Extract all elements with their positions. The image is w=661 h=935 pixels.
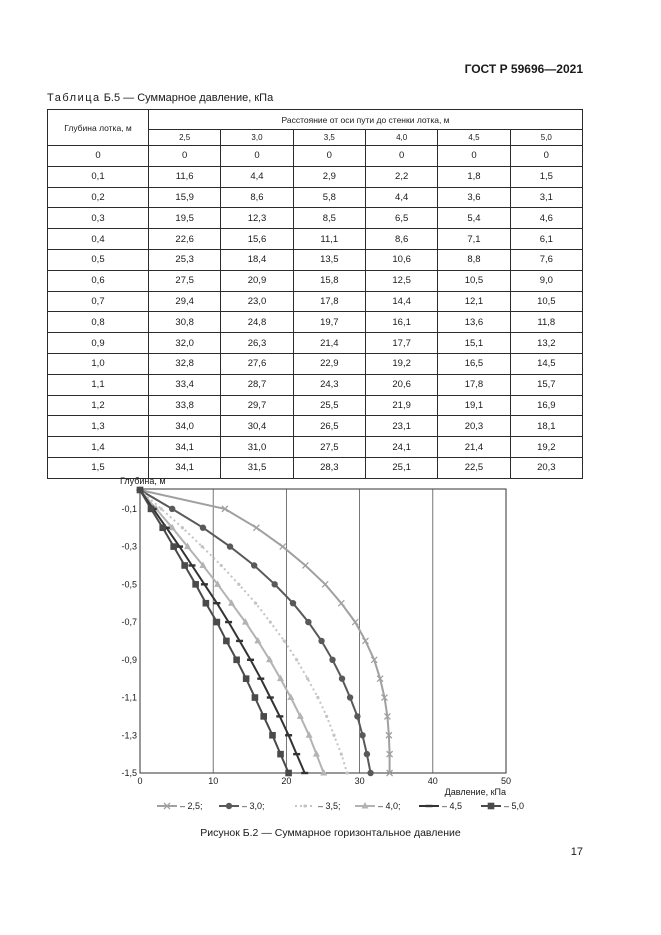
data-point — [332, 734, 335, 737]
data-point — [237, 583, 240, 586]
data-point — [169, 524, 176, 531]
column-header: 2,5 — [149, 130, 221, 146]
data-point — [318, 638, 324, 644]
table-row — [48, 270, 583, 291]
y-tick-label: -1,1 — [121, 692, 137, 703]
table-row — [48, 374, 583, 395]
pressure-cell: 16,1 — [365, 312, 437, 333]
data-point — [354, 713, 360, 719]
data-point — [267, 696, 274, 698]
pressure-cell: 12,5 — [365, 270, 437, 291]
table-row — [48, 416, 583, 437]
table-row — [48, 187, 583, 208]
data-point — [169, 506, 175, 512]
pressure-cell: 10,6 — [365, 249, 437, 270]
pressure-cell: 8,6 — [221, 187, 293, 208]
pressure-cell: 11,1 — [293, 229, 365, 250]
table-row — [48, 457, 583, 478]
table-row — [48, 333, 583, 354]
data-point — [276, 715, 283, 717]
depth-cell: 0,9 — [48, 333, 149, 354]
pressure-cell: 24,3 — [293, 374, 365, 395]
data-point — [138, 488, 141, 491]
pressure-cell: 34,0 — [149, 416, 221, 437]
depth-cell: 0,3 — [48, 208, 149, 229]
pressure-cell: 19,5 — [149, 208, 221, 229]
standard-designation: ГОСТ Р 59696—2021 — [464, 62, 583, 76]
legend-marker — [426, 805, 433, 807]
series-line-1 — [140, 490, 390, 773]
pressure-cell: 4,6 — [510, 208, 582, 229]
pressure-cell: 28,7 — [221, 374, 293, 395]
legend-label: – 2,5; — [180, 801, 203, 811]
pressure-cell: 17,7 — [365, 333, 437, 354]
pressure-cell: 24,8 — [221, 312, 293, 333]
data-point — [236, 640, 243, 642]
pressure-cell: 16,9 — [510, 395, 582, 416]
data-point — [137, 487, 143, 493]
pressure-cell: 3,1 — [510, 187, 582, 208]
data-point — [137, 489, 144, 491]
data-point — [260, 713, 267, 720]
pressure-cell: 15,1 — [438, 333, 510, 354]
pressure-cell: 25,1 — [365, 457, 437, 478]
data-point — [338, 600, 344, 606]
data-point — [302, 562, 308, 568]
table-row — [48, 437, 583, 458]
pressure-cell: 34,1 — [149, 457, 221, 478]
data-point — [347, 694, 353, 700]
data-point — [150, 508, 157, 510]
pressure-cell: 19,7 — [293, 312, 365, 333]
data-point — [159, 524, 166, 531]
pressure-cell: 2,9 — [293, 166, 365, 187]
data-point — [223, 638, 230, 645]
data-point — [339, 675, 345, 681]
pressure-cell: 19,1 — [438, 395, 510, 416]
data-point — [352, 619, 358, 625]
pressure-cell: 11,6 — [149, 166, 221, 187]
legend-label: – 3,0; — [242, 801, 265, 811]
data-point — [214, 580, 221, 587]
data-point — [386, 732, 392, 738]
pressure-cell: 30,8 — [149, 312, 221, 333]
depth-cell: 0,5 — [48, 249, 149, 270]
pressure-cell: 8,5 — [293, 208, 365, 229]
data-point — [153, 505, 160, 512]
data-point — [377, 676, 383, 682]
pressure-cell: 16,5 — [438, 353, 510, 374]
pressure-cell: 5,4 — [438, 208, 510, 229]
table-row — [48, 353, 583, 374]
data-point — [306, 677, 309, 680]
data-point — [305, 619, 311, 625]
pressure-cell: 12,3 — [221, 208, 293, 229]
data-point — [293, 753, 300, 755]
legend-label: – 5,0 — [504, 801, 525, 811]
pressure-cell: 29,4 — [149, 291, 221, 312]
pressure-cell: 10,5 — [510, 291, 582, 312]
data-point — [253, 525, 259, 531]
column-header: 3,5 — [293, 130, 365, 146]
data-point — [176, 545, 183, 547]
pressure-cell: 26,5 — [293, 416, 365, 437]
pressure-cell: 0 — [221, 146, 293, 167]
pressure-cell: 20,3 — [438, 416, 510, 437]
pressure-cell: 1,8 — [438, 166, 510, 187]
pressure-cell: 20,9 — [221, 270, 293, 291]
x-tick-label: 20 — [281, 776, 292, 786]
pressure-cell: 0 — [510, 146, 582, 167]
legend-marker — [164, 803, 170, 809]
data-point — [199, 561, 206, 568]
table-caption — [47, 92, 273, 104]
data-point — [297, 712, 304, 719]
data-point — [316, 696, 319, 699]
pressure-cell: 23,1 — [365, 416, 437, 437]
pressure-cell: 22,9 — [293, 353, 365, 374]
pressure-cell: 14,4 — [365, 291, 437, 312]
table-row — [48, 229, 583, 250]
column-header: 4,5 — [438, 130, 510, 146]
y-tick-label: -0,9 — [121, 654, 137, 665]
data-point — [346, 771, 349, 774]
pressure-cell: 17,8 — [293, 291, 365, 312]
legend-marker — [303, 804, 306, 807]
data-point — [243, 675, 250, 682]
pressure-cell: 27,6 — [221, 353, 293, 374]
data-point — [340, 753, 343, 756]
data-point — [367, 770, 373, 776]
data-point — [160, 507, 163, 510]
pressure-cell: 10,5 — [438, 270, 510, 291]
data-point — [203, 600, 210, 607]
pressure-cell: 4,4 — [365, 187, 437, 208]
depth-cell: 1,5 — [48, 457, 149, 478]
pressure-cell: 5,8 — [293, 187, 365, 208]
data-point — [254, 637, 261, 644]
pressure-cell: 26,3 — [221, 333, 293, 354]
data-point — [242, 618, 249, 625]
depth-cell: 1,4 — [48, 437, 149, 458]
data-point — [200, 525, 206, 531]
pressure-cell: 8,6 — [365, 229, 437, 250]
data-point — [233, 657, 240, 664]
data-point — [295, 658, 298, 661]
depth-cell: 1,1 — [48, 374, 149, 395]
depth-cell: 1,3 — [48, 416, 149, 437]
pressure-cell: 23,0 — [221, 291, 293, 312]
data-point — [285, 734, 292, 736]
table-row — [48, 208, 583, 229]
data-point — [359, 732, 365, 738]
data-point — [283, 639, 286, 642]
pressure-cell: 24,1 — [365, 437, 437, 458]
data-point — [387, 751, 393, 757]
data-point — [201, 583, 208, 585]
table-row — [48, 312, 583, 333]
data-point — [220, 564, 223, 567]
plot-frame — [140, 489, 506, 773]
pressure-cell: 28,3 — [293, 457, 365, 478]
data-point — [320, 769, 327, 776]
pressure-cell: 13,5 — [293, 249, 365, 270]
series-line-4 — [140, 490, 324, 773]
pressure-cell: 17,8 — [438, 374, 510, 395]
data-point — [192, 581, 199, 588]
data-point — [362, 638, 368, 644]
pressure-cell: 19,2 — [365, 353, 437, 374]
pressure-cell: 20,3 — [510, 457, 582, 478]
data-point — [227, 543, 233, 549]
pressure-cell: 21,4 — [438, 437, 510, 458]
y-axis-title: Глубина, м — [120, 476, 166, 486]
pressure-cell: 30,4 — [221, 416, 293, 437]
distance-header: Расстояние от оси пути до стенки лотка, м — [149, 110, 583, 130]
data-point — [252, 694, 259, 701]
data-point — [214, 619, 221, 626]
pressure-cell: 15,8 — [293, 270, 365, 291]
data-point — [329, 657, 335, 663]
pressure-cell: 20,6 — [365, 374, 437, 395]
pressure-cell: 25,3 — [149, 249, 221, 270]
pressure-cell: 2,2 — [365, 166, 437, 187]
pressure-cell: 29,7 — [221, 395, 293, 416]
data-point — [201, 545, 204, 548]
data-point — [222, 506, 228, 512]
data-point — [313, 750, 320, 757]
column-header: 5,0 — [510, 130, 582, 146]
pressure-cell: 21,4 — [293, 333, 365, 354]
column-header: 3,0 — [221, 130, 293, 146]
data-point — [381, 695, 387, 701]
y-tick-label: -1,5 — [121, 768, 137, 778]
pressure-cell: 33,4 — [149, 374, 221, 395]
data-point — [277, 675, 284, 682]
figure-caption: Рисунок Б.2 — Суммарное горизонтальное давление — [200, 827, 461, 839]
pressure-cell: 1,5 — [510, 166, 582, 187]
data-point — [287, 694, 294, 701]
pressure-cell: 18,1 — [510, 416, 582, 437]
data-point — [277, 751, 284, 758]
pressure-cell: 34,1 — [149, 437, 221, 458]
pressure-cell: 14,5 — [510, 353, 582, 374]
pressure-cell: 15,9 — [149, 187, 221, 208]
data-point — [280, 544, 286, 550]
table-row — [48, 146, 583, 167]
x-tick-label: 0 — [137, 776, 143, 786]
x-tick-label: 40 — [427, 776, 438, 786]
pressure-cell: 25,5 — [293, 395, 365, 416]
data-point — [285, 770, 292, 777]
pressure-cell: 9,0 — [510, 270, 582, 291]
pressure-cell: 22,5 — [438, 457, 510, 478]
data-point — [188, 564, 195, 566]
pressure-cell: 15,6 — [221, 229, 293, 250]
pressure-cell: 13,2 — [510, 333, 582, 354]
legend-marker — [488, 803, 495, 810]
pressure-cell: 31,5 — [221, 457, 293, 478]
depth-cell: 1,0 — [48, 353, 149, 374]
pressure-cell: 12,1 — [438, 291, 510, 312]
data-point — [322, 581, 328, 587]
pressure-cell: 0 — [438, 146, 510, 167]
pressure-cell: 15,7 — [510, 374, 582, 395]
pressure-cell: 0 — [149, 146, 221, 167]
data-point — [301, 772, 308, 774]
data-point — [137, 487, 144, 494]
depth-cell: 0,2 — [48, 187, 149, 208]
pressure-cell: 33,8 — [149, 395, 221, 416]
pressure-cell: 31,0 — [221, 437, 293, 458]
pressure-cell: 7,6 — [510, 249, 582, 270]
legend-label: – 4,0; — [378, 801, 401, 811]
data-point — [170, 543, 177, 550]
y-tick-label: -0,1 — [121, 503, 137, 514]
data-point — [181, 562, 188, 569]
series-line-2 — [140, 490, 371, 773]
data-point — [148, 506, 155, 513]
data-point — [247, 659, 254, 661]
pressure-cell: 3,6 — [438, 187, 510, 208]
data-point — [325, 715, 328, 718]
data-point — [184, 543, 191, 550]
data-point — [228, 599, 235, 606]
legend-label: – 3,5; — [318, 801, 341, 811]
pressure-cell: 6,5 — [365, 208, 437, 229]
pressure-cell: 6,1 — [510, 229, 582, 250]
pressure-cell: 13,6 — [438, 312, 510, 333]
data-point — [181, 526, 184, 529]
series-line-5 — [140, 490, 305, 773]
legend-marker — [226, 803, 232, 809]
x-tick-label: 50 — [500, 776, 512, 786]
data-point — [384, 713, 390, 719]
data-point — [290, 600, 296, 606]
x-tick-label: 30 — [354, 776, 365, 786]
pressure-cell: 22,6 — [149, 229, 221, 250]
pressure-cell: 11,8 — [510, 312, 582, 333]
y-tick-label: -0,7 — [121, 617, 137, 628]
depth-cell: 0 — [48, 146, 149, 167]
pressure-cell: 18,4 — [221, 249, 293, 270]
table-row — [48, 166, 583, 187]
table-row — [48, 291, 583, 312]
legend-label: – 4,5 — [442, 801, 463, 811]
column-header: 4,0 — [365, 130, 437, 146]
data-point — [271, 581, 277, 587]
y-tick-label: -1,3 — [121, 730, 137, 741]
data-point — [364, 751, 370, 757]
data-point — [254, 602, 257, 605]
pressure-cell: 27,5 — [293, 437, 365, 458]
table-label: Таблица — [47, 92, 101, 104]
depth-cell: 0,6 — [48, 270, 149, 291]
pressure-cell: 21,9 — [365, 395, 437, 416]
data-point — [266, 656, 273, 663]
pressure-cell: 7,1 — [438, 229, 510, 250]
pressure-cell: 27,5 — [149, 270, 221, 291]
pressure-cell: 32,8 — [149, 353, 221, 374]
table-row — [48, 395, 583, 416]
pressure-cell: 4,4 — [221, 166, 293, 187]
data-point — [163, 527, 170, 529]
table-title: Б.5 — Суммарное давление, кПа — [103, 92, 274, 104]
pressure-cell: 8,8 — [438, 249, 510, 270]
pressure-table — [47, 109, 583, 479]
data-point — [269, 620, 272, 623]
data-point — [257, 677, 264, 679]
series-line-6 — [140, 490, 289, 773]
legend-marker — [362, 802, 369, 809]
data-point — [137, 486, 144, 493]
depth-cell: 0,1 — [48, 166, 149, 187]
table-row — [48, 249, 583, 270]
data-point — [387, 770, 393, 776]
x-tick-label: 10 — [208, 776, 219, 786]
data-point — [251, 562, 257, 568]
data-point — [137, 487, 143, 493]
y-tick-label: -0,5 — [121, 579, 137, 590]
x-axis-title: Давление, кПа — [444, 787, 506, 797]
data-point — [306, 731, 313, 738]
depth-cell: 1,2 — [48, 395, 149, 416]
data-point — [269, 732, 276, 739]
series-line-3 — [140, 490, 347, 773]
data-point — [213, 602, 220, 604]
pressure-cell: 0 — [293, 146, 365, 167]
data-point — [225, 621, 232, 623]
depth-header: Глубина лотка, м — [48, 110, 149, 146]
depth-cell: 0,8 — [48, 312, 149, 333]
page-number: 17 — [570, 846, 583, 858]
pressure-cell: 0 — [365, 146, 437, 167]
pressure-cell: 19,2 — [510, 437, 582, 458]
y-tick-label: -0,3 — [121, 541, 137, 552]
depth-cell: 0,4 — [48, 229, 149, 250]
pressure-cell: 32,0 — [149, 333, 221, 354]
depth-cell: 0,7 — [48, 291, 149, 312]
data-point — [371, 657, 377, 663]
